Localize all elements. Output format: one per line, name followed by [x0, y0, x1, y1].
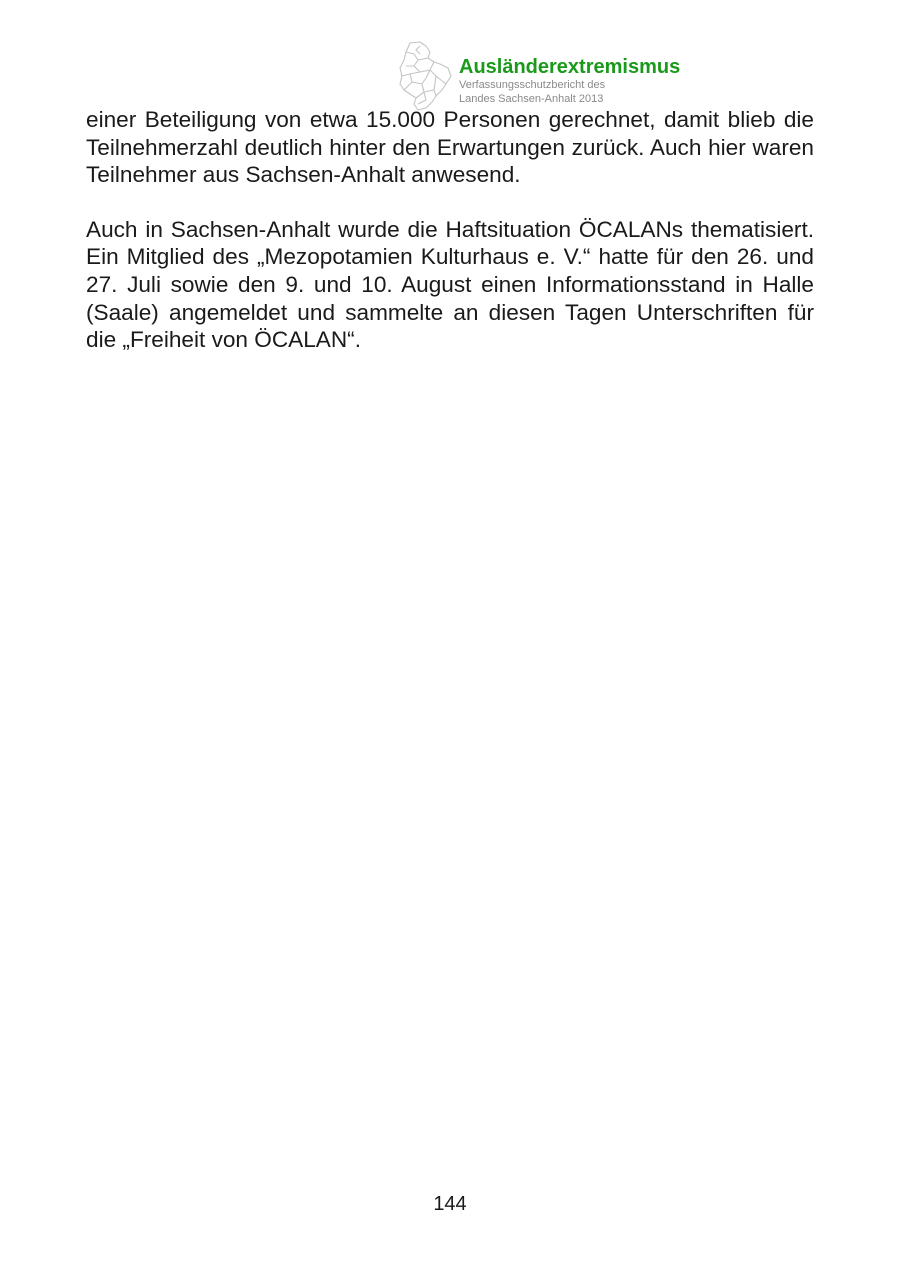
sachsen-anhalt-map-icon: [396, 40, 454, 112]
paragraph: einer Beteiligung von etwa 15.000 Personen gerechnet, damit blieb die Teilnehmerzahl deutlich hinter den Erwartungen zurück. Auch hier waren Teilnehmer aus Sachsen-Anhalt anwesend.: [86, 107, 814, 188]
paragraph: Auch in Sachsen-Anhalt wurde die Haftsituation ÖCALANs thematisiert. Ein Mitglied des „Mezopotamien Kulturhaus e. V.“ hatte für den 26. und 27. Juli sowie den 9. und 10. August einen Informationsstand in Halle (Saale) angemeldet und sammelte an diesen Tagen Unterschriften für die „Freiheit von ÖCALAN“.: [86, 216, 814, 353]
body-text: [86, 106, 814, 381]
page-header: [396, 40, 736, 112]
section-title: Ausländerextremismus: [459, 56, 681, 78]
report-subtitle-line-1: Verfassungsschutzbericht des: [459, 79, 606, 91]
page-number: 144: [433, 1193, 467, 1215]
report-subtitle-line-2: Landes Sachsen-Anhalt 2013: [459, 93, 604, 105]
